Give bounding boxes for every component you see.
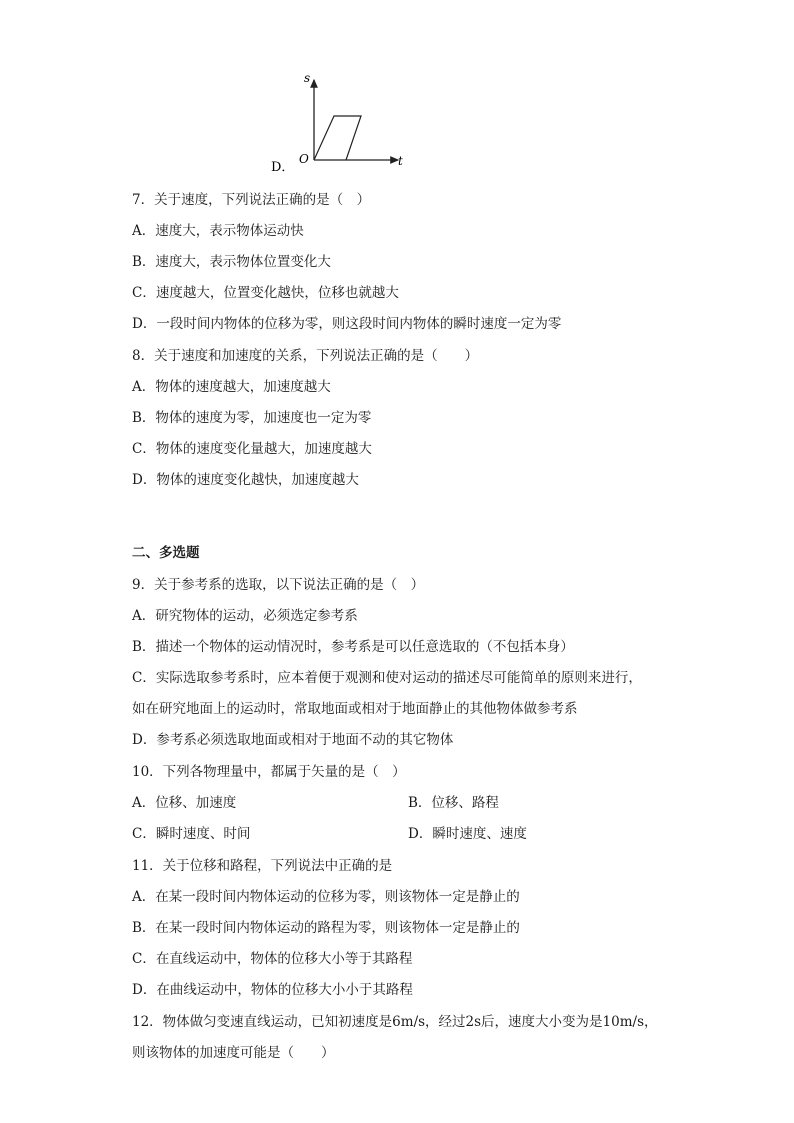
q11-option-c: C．在直线运动中，物体的位移大小等于其路程 [132, 951, 413, 967]
q7-option-a: A．速度大，表示物体运动快 [132, 223, 304, 239]
question-9-stem: 9．关于参考系的选取，以下说法正确的是（ ） [132, 577, 425, 593]
question-12-stem-continued: 则该物体的加速度可能是（ ） [132, 1045, 335, 1061]
q10-option-d: D．瞬时速度、速度 [408, 826, 527, 842]
q10-option-b: B．位移、路程 [408, 795, 499, 811]
q9-option-b: B．描述一个物体的运动情况时，参考系是可以任意选取的（不包括本身） [132, 639, 574, 655]
q11-option-d: D．在曲线运动中，物体的位移大小小于其路程 [132, 982, 413, 998]
s-t-graph [270, 66, 410, 176]
q9-option-a: A．研究物体的运动，必须选定参考系 [132, 608, 358, 624]
question-7-stem: 7．关于速度，下列说法正确的是（ ） [132, 192, 371, 208]
q7-option-c: C．速度越大，位置变化越快，位移也就越大 [132, 285, 399, 301]
q8-option-c: C．物体的速度变化量越大，加速度越大 [132, 441, 372, 457]
origin-label: O [299, 152, 309, 166]
q9-option-c-continued: 如在研究地面上的运动时，常取地面或相对于地面静止的其他物体做参考系 [132, 701, 578, 717]
q8-option-d: D．物体的速度变化越快，加速度越大 [132, 472, 359, 488]
q11-option-a: A．在某一段时间内物体运动的位移为零，则该物体一定是静止的 [132, 889, 520, 905]
s-t-graph-figure [270, 66, 410, 176]
q8-option-a: A．物体的速度越大，加速度越大 [132, 379, 331, 395]
q11-option-b: B．在某一段时间内物体运动的路程为零，则该物体一定是静止的 [132, 920, 520, 936]
y-axis-label: s [304, 71, 311, 85]
q9-option-c: C．实际选取参考系时，应本着便于观测和使对运动的描述尽可能简单的原则来进行， [132, 670, 642, 686]
q8-option-b: B．物体的速度为零，加速度也一定为零 [132, 410, 372, 426]
q9-option-d: D．参考系必须选取地面或相对于地面不动的其它物体 [132, 732, 454, 748]
q7-option-b: B．速度大，表示物体位置变化大 [132, 254, 331, 270]
question-8-stem: 8．关于速度和加速度的关系，下列说法正确的是（ ） [132, 348, 479, 364]
graph-line [314, 116, 361, 160]
question-10-stem: 10．下列各物理量中，都属于矢量的是（ ） [132, 764, 406, 780]
question-12-stem: 12．物体做匀变速直线运动，已知初速度是6m/s，经过2s后，速度大小变为是10m/s， [132, 1014, 658, 1030]
option-d-label: D． [271, 160, 295, 175]
section-title: 二、多选题 [132, 545, 200, 561]
q7-option-d: D．一段时间内物体的位移为零，则这段时间内物体的瞬时速度一定为零 [132, 316, 562, 332]
q10-option-a: A．位移、加速度 [132, 795, 237, 811]
question-11-stem: 11．关于位移和路程，下列说法中正确的是 [132, 858, 393, 874]
x-axis-label: t [398, 154, 403, 168]
q10-option-c: C．瞬时速度、时间 [132, 826, 251, 842]
